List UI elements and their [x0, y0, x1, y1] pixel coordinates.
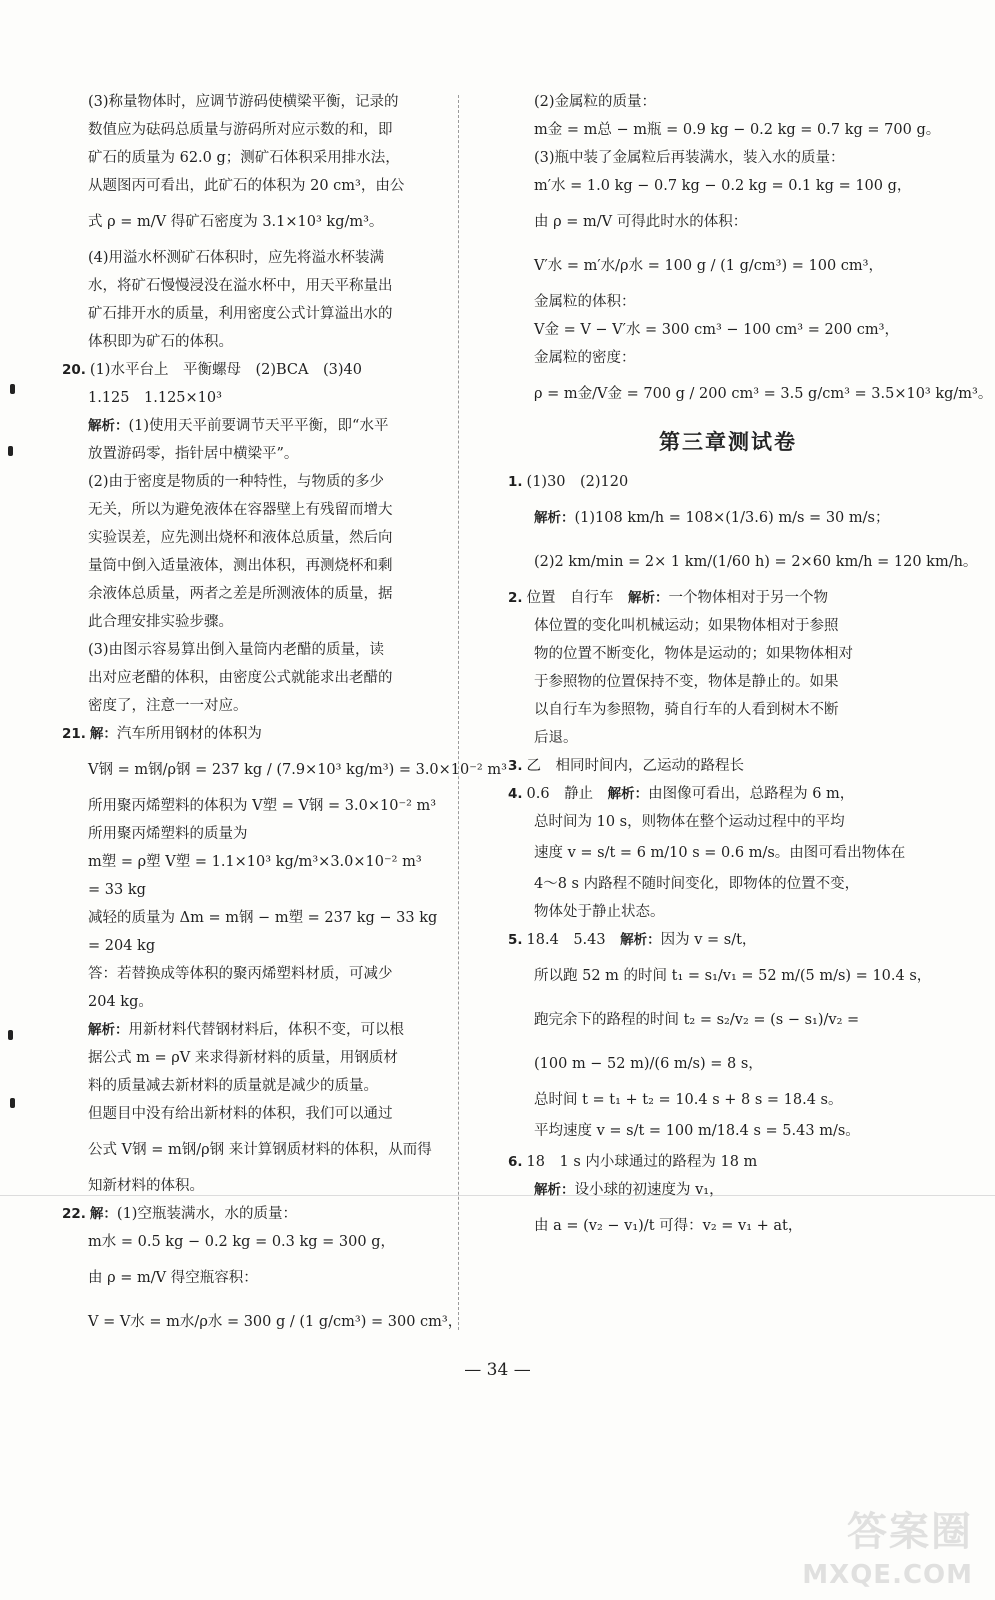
line-text: 由 ρ = m/V 可得此时水的体积：	[534, 214, 748, 230]
text-line	[508, 998, 948, 1042]
line-text: m金 = m总 − m瓶 = 0.9 kg − 0.2 kg = 0.7 kg = 700 g。	[534, 122, 941, 138]
watermark-cn: 答案圈	[847, 1509, 973, 1555]
text-line	[62, 468, 450, 496]
line-text: 余液体总质量，两者之差是所测液体的质量，据	[88, 586, 393, 602]
line-text: 矿石的质量为 62.0 g；测矿石体积采用排水法，	[88, 150, 400, 166]
line-text: 式 ρ = m/V 得矿石密度为 3.1×10³ kg/m³。	[88, 214, 384, 230]
line-text: 由 ρ = m/V 得空瓶容积：	[88, 1270, 258, 1286]
text-line	[62, 412, 450, 440]
question-number: 5.	[508, 932, 523, 948]
line-text: 18 1 s 内小球通过的路程为 18 m	[526, 1154, 758, 1170]
line-text: (4)用溢水杯测矿石体积时，应先将溢水杯装满	[88, 250, 385, 266]
text-line	[62, 1228, 450, 1256]
text-line	[62, 144, 450, 172]
text-line	[62, 1256, 450, 1300]
line-text: 据公式 m = ρV 来求得新材料的质量，用钢质材	[88, 1050, 398, 1066]
line-text: V金 = V − V′水 = 300 cm³ − 100 cm³ = 200 cm³，	[534, 322, 899, 338]
page-number: — 34 —	[464, 1360, 531, 1380]
analysis-label: 解析：	[534, 510, 575, 526]
line-text: 由图像可看出，总路程为 6 m，	[648, 786, 855, 802]
line-text: 物体处于静止状态。	[534, 904, 665, 920]
line-text: (1)空瓶装满水，水的质量：	[116, 1206, 297, 1222]
text-line	[508, 200, 948, 244]
analysis-label: 解析：	[620, 932, 661, 948]
text-line	[62, 820, 450, 848]
text-line	[62, 272, 450, 300]
line-text: 知新材料的体积。	[88, 1178, 204, 1194]
scan-mark	[8, 1030, 13, 1040]
question-line	[508, 1148, 948, 1176]
text-line	[62, 876, 450, 904]
right-column	[508, 88, 993, 1248]
text-line	[62, 1172, 450, 1200]
text-line	[508, 668, 948, 696]
text-line	[62, 1072, 450, 1100]
line-text: 金属粒的密度：	[534, 350, 636, 366]
text-line	[508, 1176, 948, 1204]
text-line	[62, 1016, 450, 1044]
line-text: (2)由于密度是物质的一种特性，与物质的多少	[88, 474, 385, 490]
text-line	[62, 244, 450, 272]
line-text: 于参照物的位置保持不变，物体是静止的。如果	[534, 674, 839, 690]
question-number: 20.	[62, 362, 86, 378]
text-line	[508, 496, 948, 540]
text-line	[62, 608, 450, 636]
line-text: 但题目中没有给出新材料的体积，我们可以通过	[88, 1106, 393, 1122]
line-text: 实验误差，应先测出烧杯和液体总质量，然后向	[88, 530, 393, 546]
question-number: 21.	[62, 726, 86, 742]
line-text: 此合理安排实验步骤。	[88, 614, 233, 630]
text-line	[62, 792, 450, 820]
question-number: 1.	[508, 474, 523, 490]
text-line	[508, 540, 978, 584]
line-text: 乙 相同时间内，乙运动的路程长	[526, 758, 745, 774]
line-text: 金属粒的体积：	[534, 294, 636, 310]
line-text: 从题图丙可看出，此矿石的体积为 20 cm³，由公	[88, 178, 405, 194]
text-line	[62, 524, 450, 552]
text-line	[62, 384, 450, 412]
line-text: m塑 = ρ塑 V塑 = 1.1×10³ kg/m³×3.0×10⁻² m³	[88, 854, 422, 870]
text-line	[508, 640, 948, 668]
line-text: (3)瓶中装了金属粒后再装满水，装入水的质量：	[534, 150, 845, 166]
text-line	[508, 724, 948, 752]
text-line	[62, 200, 450, 244]
analysis-label: 解析：	[88, 1022, 129, 1038]
text-line	[508, 696, 948, 724]
line-text: 数值应为砝码总质量与游码所对应示数的和，即	[88, 122, 393, 138]
scan-mark	[10, 384, 15, 394]
line-text: 位置 自行车	[526, 590, 629, 606]
line-text: 汽车所用钢材的体积为	[116, 726, 262, 742]
line-text: (2)2 km/min = 2× 1 km/(1/60 h) = 2×60 km/h = 120 km/h。	[534, 554, 978, 570]
line-text: (1)水平台上 平衡螺母 (2)BCA (3)40	[89, 362, 362, 378]
text-line	[62, 300, 450, 328]
line-text: 所用聚丙烯塑料的体积为 V塑 = V钢 = 3.0×10⁻² m³	[88, 798, 437, 814]
text-line	[508, 344, 948, 372]
text-line	[508, 870, 948, 898]
text-line	[62, 904, 450, 932]
text-line	[508, 1114, 948, 1148]
line-text: (1)108 km/h = 108×(1/3.6) m/s = 30 m/s；	[574, 510, 890, 526]
line-text: 所以跑 52 m 的时间 t₁ = s₁/v₁ = 52 m/(5 m/s) = 10.4 s，	[534, 968, 932, 984]
line-text: 出对应老醋的体积，由密度公式就能求出老醋的	[88, 670, 393, 686]
watermark-logo	[802, 1500, 977, 1590]
chapter-title: 第三章测试卷	[659, 430, 797, 454]
text-line	[508, 836, 948, 870]
analysis-label: 解：	[89, 1206, 117, 1222]
question-line	[508, 926, 948, 954]
question-number: 22.	[62, 1206, 86, 1222]
text-line	[62, 496, 450, 524]
text-line	[62, 960, 450, 988]
question-line	[508, 752, 948, 780]
text-line	[508, 244, 948, 288]
text-line	[508, 372, 993, 416]
line-text: = 204 kg	[88, 938, 156, 954]
text-line	[62, 748, 507, 792]
analysis-label: 解析：	[88, 418, 129, 434]
line-text: 减轻的质量为 Δm = m钢 − m塑 = 237 kg − 33 kg	[88, 910, 438, 926]
line-text: 水，将矿石慢慢浸没在溢水杯中，用天平称量出	[88, 278, 393, 294]
analysis-label: 解析：	[607, 786, 649, 802]
line-text: 用新材料代替钢材料后，体积不变，可以根	[128, 1022, 404, 1038]
line-text: ρ = m金/V金 = 700 g / 200 cm³ = 3.5 g/cm³ = 3.5×10³ kg/m³。	[534, 386, 993, 402]
question-line	[62, 1200, 450, 1228]
line-text: 以自行车为参照物，骑自行车的人看到树木不断	[534, 702, 839, 718]
text-line	[62, 552, 450, 580]
question-line	[62, 720, 450, 748]
line-text: 总时间 t = t₁ + t₂ = 10.4 s + 8 s = 18.4 s。	[534, 1092, 843, 1108]
line-text: (100 m − 52 m)/(6 m/s) = 8 s，	[534, 1056, 763, 1072]
question-number: 6.	[508, 1154, 523, 1170]
text-line	[62, 988, 450, 1016]
analysis-label: 解析：	[534, 1182, 575, 1198]
question-line	[508, 780, 948, 808]
analysis-label: 解：	[89, 726, 117, 742]
text-line	[62, 116, 450, 144]
question-line	[62, 356, 450, 384]
line-text: (3)由图示容易算出倒入量筒内老醋的质量，读	[88, 642, 385, 658]
line-text: 矿石排开水的质量，利用密度公式计算溢出水的	[88, 306, 393, 322]
line-text: V钢 = m钢/ρ钢 = 237 kg / (7.9×10³ kg/m³) = 3.0×10⁻² m³	[88, 762, 507, 778]
text-line	[62, 636, 450, 664]
line-text: 物的位置不断变化，物体是运动的；如果物体相对	[534, 646, 853, 662]
line-text: m′水 = 1.0 kg − 0.7 kg − 0.2 kg = 0.1 kg = 100 g，	[534, 178, 912, 194]
line-text: 无关，所以为避免液体在容器壁上有残留而增大	[88, 502, 393, 518]
line-text: 1.125 1.125×10³	[88, 390, 222, 406]
watermark-en: MXQE.COM	[802, 1560, 973, 1590]
text-line	[508, 288, 948, 316]
line-text: 18.4 5.43	[526, 932, 621, 948]
question-number: 2.	[508, 590, 523, 606]
text-line	[508, 898, 948, 926]
line-text: (3)称量物体时，应调节游码使横梁平衡，记录的	[88, 94, 399, 110]
line-text: 跑完余下的路程的时间 t₂ = s₂/v₂ = (s − s₁)/v₂ =	[534, 1012, 860, 1028]
question-line	[508, 584, 948, 612]
text-line	[62, 580, 450, 608]
text-line	[508, 88, 948, 116]
question-number: 3.	[508, 758, 523, 774]
text-line	[508, 954, 948, 998]
line-text: 总时间为 10 s，则物体在整个运动过程中的平均	[534, 814, 845, 830]
line-text: 速度 v = s/t = 6 m/10 s = 0.6 m/s。由图可看出物体在	[534, 845, 906, 861]
line-text: 体位置的变化叫机械运动；如果物体相对于参照	[534, 618, 839, 634]
text-line	[508, 1204, 948, 1248]
line-text: (1)30 (2)120	[526, 474, 629, 490]
line-text: 料的质量减去新材料的质量就是减少的质量。	[88, 1078, 378, 1094]
question-line	[508, 468, 948, 496]
text-line	[508, 612, 948, 640]
line-text: (2)金属粒的质量：	[534, 94, 657, 110]
text-line	[62, 328, 450, 356]
text-line	[62, 1128, 450, 1172]
line-text: 平均速度 v = s/t = 100 m/18.4 s = 5.43 m/s。	[534, 1123, 860, 1139]
text-line	[62, 1100, 450, 1128]
line-text: m水 = 0.5 kg − 0.2 kg = 0.3 kg = 300 g，	[88, 1234, 395, 1250]
line-text: 因为 v = s/t，	[660, 932, 757, 948]
analysis-label: 解析：	[628, 590, 669, 606]
line-text: 一个物体相对于另一个物	[668, 590, 829, 606]
text-line	[62, 932, 450, 960]
text-line	[508, 144, 948, 172]
text-line	[62, 692, 450, 720]
text-line	[508, 808, 948, 836]
text-line	[62, 1044, 450, 1072]
text-line	[62, 440, 450, 468]
scan-mark	[10, 1098, 15, 1108]
line-text: 体积即为矿石的体积。	[88, 334, 233, 350]
line-text: 设小球的初速度为 v₁，	[574, 1182, 724, 1198]
text-line	[62, 1300, 463, 1344]
line-text: 由 a = (v₂ − v₁)/t 可得：v₂ = v₁ + at，	[534, 1218, 803, 1234]
scan-mark	[8, 446, 13, 456]
line-text: 公式 V钢 = m钢/ρ钢 来计算钢质材料的体积，从而得	[88, 1142, 432, 1158]
line-text: 量筒中倒入适量液体，测出体积，再测烧杯和剩	[88, 558, 393, 574]
line-text: 所用聚丙烯塑料的质量为	[88, 826, 248, 842]
left-column	[62, 88, 507, 1344]
line-text: 密度了，注意一一对应。	[88, 698, 248, 714]
line-text: (1)使用天平前要调节天平平衡，即“水平	[128, 418, 389, 434]
line-text: V = V水 = m水/ρ水 = 300 g / (1 g/cm³) = 300 cm³，	[88, 1314, 463, 1330]
text-line	[62, 664, 450, 692]
text-line	[62, 172, 450, 200]
text-line	[508, 1042, 948, 1086]
text-line	[508, 172, 948, 200]
text-line	[62, 848, 450, 876]
text-line	[62, 88, 450, 116]
text-line	[508, 316, 948, 344]
line-text: 放置游码零，指针居中横梁平”。	[88, 446, 299, 462]
text-line	[508, 116, 948, 144]
line-text: 0.6 静止	[526, 786, 608, 802]
line-text: 4～8 s 内路程不随时间变化，即物体的位置不变，	[534, 876, 860, 892]
line-text: V′水 = m′水/ρ水 = 100 g / (1 g/cm³) = 100 cm³，	[534, 258, 883, 274]
line-text: = 33 kg	[88, 882, 146, 898]
text-line	[508, 1086, 948, 1114]
column-divider	[458, 95, 459, 1330]
line-text: 后退。	[534, 730, 578, 746]
line-text: 204 kg。	[88, 994, 153, 1010]
line-text: 答：若替换成等体积的聚丙烯塑料材质，可减少	[88, 966, 393, 982]
question-number: 4.	[508, 786, 523, 802]
